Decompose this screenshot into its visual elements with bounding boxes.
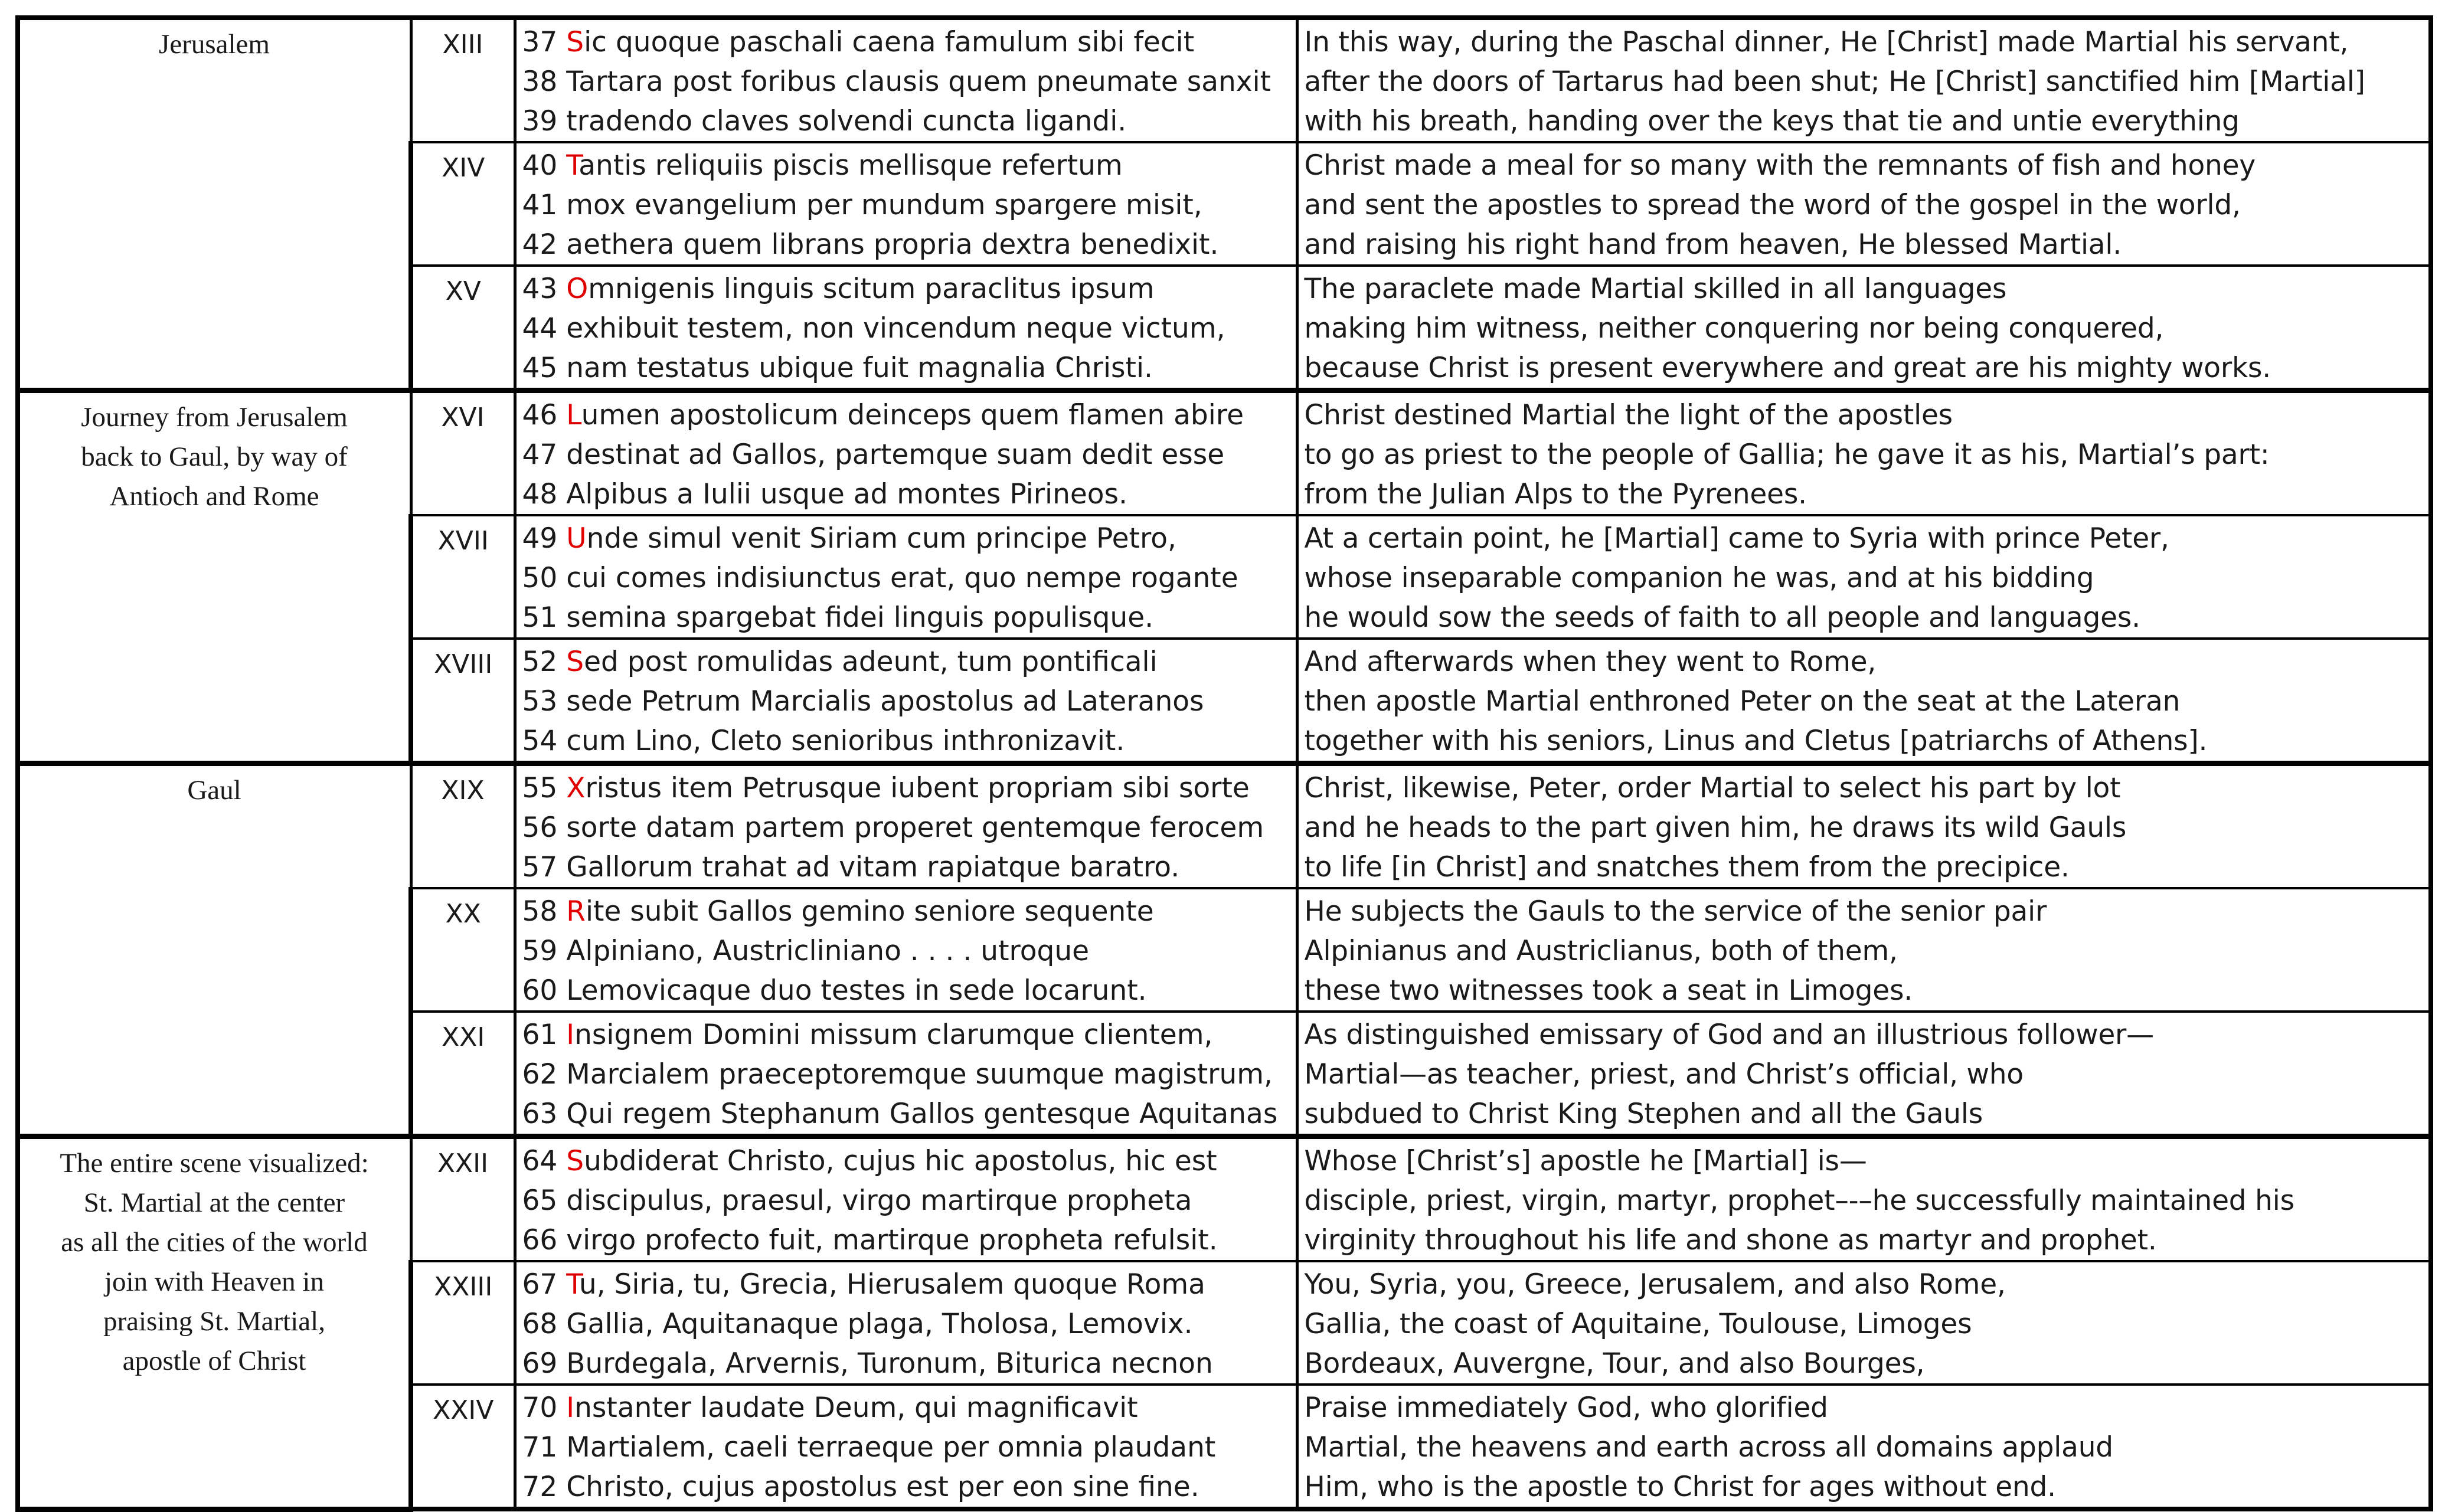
latin-line: [517, 1015, 1296, 1055]
line-number: 47: [522, 438, 558, 471]
latin-text: nam testatus ubique fuit magnalia Christi.: [566, 352, 1153, 384]
latin-line: [517, 22, 1296, 62]
english-line: At a certain point, he [Martial] came to Syria with prince Peter,: [1304, 522, 2169, 555]
red-initial: T: [566, 149, 579, 182]
english-line: with his breath, handing over the keys that tie and untie everything: [1304, 105, 2240, 138]
latin-cell: [515, 18, 1297, 142]
stanza-number-cell: [411, 18, 515, 142]
stanza-numeral: XXIII: [434, 1272, 493, 1302]
line-number: 68: [522, 1308, 558, 1340]
red-initial: R: [566, 895, 586, 928]
line-number: 39: [522, 105, 558, 138]
stanza-numeral: XIV: [442, 153, 485, 183]
latin-text: tradendo claves solvendi cuncta ligandi.: [566, 105, 1127, 138]
latin-line: [517, 102, 1296, 141]
line-number: 45: [522, 352, 558, 384]
stanza-numeral: XIX: [441, 775, 485, 806]
latin-line: [517, 892, 1296, 931]
english-cell: [1297, 764, 2431, 889]
line-number: 58: [522, 895, 558, 928]
latin-line: [517, 146, 1296, 185]
latin-line: [517, 1388, 1296, 1428]
red-initial: U: [566, 522, 587, 555]
stanza-number-cell: [411, 142, 515, 266]
red-initial: I: [566, 1019, 575, 1051]
stanza-row: [18, 18, 2431, 142]
english-line: Christ made a meal for so many with the remnants of fish and honey: [1304, 149, 2256, 182]
line-number: 44: [522, 312, 558, 345]
english-line: together with his seniors, Linus and Cletus [patriarchs of Athens].: [1304, 725, 2208, 757]
english-line: then apostle Martial enthroned Peter on the seat at the Lateran: [1304, 685, 2181, 718]
latin-line: [517, 435, 1296, 474]
latin-line: [517, 1220, 1296, 1260]
latin-text: sede Petrum Marcialis apostolus ad Lateranos: [566, 685, 1204, 718]
red-initial: X: [566, 772, 586, 804]
english-line: he would sow the seeds of faith to all people and languages.: [1304, 601, 2140, 634]
latin-text: Alpibus a Iulii usque ad montes Pirineos.: [566, 478, 1127, 510]
line-number: 70: [522, 1392, 558, 1424]
line-number: 59: [522, 935, 558, 967]
line-number: 64: [522, 1145, 558, 1177]
english-line: Martial—as teacher, priest, and Christ’s official, who: [1304, 1058, 2024, 1091]
latin-line: [517, 1265, 1296, 1304]
red-initial: S: [566, 1145, 584, 1177]
latin-cell: [515, 391, 1297, 516]
latin-text: nsignem Domini missum clarumque clientem,: [574, 1019, 1213, 1051]
latin-text: sorte datam partem properet gentemque ferocem: [566, 811, 1264, 844]
latin-text: mnigenis linguis scitum paraclitus ipsum: [588, 273, 1155, 305]
line-number: 41: [522, 189, 558, 221]
stanza-number-cell: [411, 1012, 515, 1137]
location-cell: [18, 391, 411, 764]
location-label: Journey from Jerusalem back to Gaul, by way of Antioch and Rome: [81, 402, 348, 512]
latin-line: [517, 558, 1296, 598]
latin-text: umen apostolicum deinceps quem flamen abire: [581, 399, 1244, 431]
latin-cell: [515, 1385, 1297, 1509]
latin-line: [517, 1344, 1296, 1383]
latin-text: ite subit Gallos gemino seniore sequente: [585, 895, 1154, 928]
english-cell: [1297, 18, 2431, 142]
stanza-row: [18, 1137, 2431, 1262]
english-line: As distinguished emissary of God and an illustrious follower—: [1304, 1019, 2154, 1051]
latin-line: [517, 1304, 1296, 1344]
english-line: Bordeaux, Auvergne, Tour, and also Bourges,: [1304, 1347, 1925, 1380]
latin-line: [517, 395, 1296, 435]
latin-line: [517, 1181, 1296, 1220]
stanza-numeral: XVIII: [434, 649, 493, 679]
english-line: In this way, during the Paschal dinner, He [Christ] made Martial his servant,: [1304, 26, 2349, 58]
latin-line: [517, 1094, 1296, 1134]
red-initial: S: [566, 646, 584, 678]
stanza-numeral: XXII: [437, 1148, 489, 1179]
line-number: 62: [522, 1058, 558, 1091]
latin-text: ed post romulidas adeunt, tum pontificali: [584, 646, 1158, 678]
line-number: 53: [522, 685, 558, 718]
latin-text: exhibuit testem, non vincendum neque victum,: [566, 312, 1225, 345]
latin-cell: [515, 142, 1297, 266]
line-number: 42: [522, 228, 558, 261]
line-number: 57: [522, 851, 558, 883]
english-line: And afterwards when they went to Rome,: [1304, 646, 1877, 678]
english-cell: [1297, 266, 2431, 391]
stanza-number-cell: [411, 639, 515, 764]
latin-text: Qui regem Stephanum Gallos gentesque Aquitanas: [566, 1098, 1278, 1130]
english-cell: [1297, 1261, 2431, 1385]
latin-line: [517, 682, 1296, 721]
stanza-number-cell: [411, 266, 515, 391]
latin-text: Gallia, Aquitanaque plaga, Tholosa, Lemovix.: [566, 1308, 1193, 1340]
latin-cell: [515, 266, 1297, 391]
latin-line: [517, 185, 1296, 225]
latin-line: [517, 971, 1296, 1010]
line-number: 66: [522, 1224, 558, 1256]
english-line: The paraclete made Martial skilled in all languages: [1304, 273, 2007, 305]
latin-line: [517, 642, 1296, 682]
latin-text: Burdegala, Arvernis, Turonum, Biturica necnon: [566, 1347, 1213, 1380]
red-initial: S: [566, 26, 584, 58]
latin-line: [517, 768, 1296, 808]
english-line: and he heads to the part given him, he draws its wild Gauls: [1304, 811, 2127, 844]
stanza-numeral: XVI: [441, 402, 485, 433]
english-cell: [1297, 639, 2431, 764]
latin-text: discipulus, praesul, virgo martirque propheta: [566, 1184, 1192, 1217]
line-number: 60: [522, 974, 558, 1007]
line-number: 69: [522, 1347, 558, 1380]
english-line: because Christ is present everywhere and great are his mighty works.: [1304, 352, 2271, 384]
english-cell: [1297, 391, 2431, 516]
latin-text: ristus item Petrusque iubent propriam sibi sorte: [585, 772, 1250, 804]
english-line: Him, who is the apostle to Christ for ages without end.: [1304, 1471, 2056, 1503]
latin-text: u, Siria, tu, Grecia, Hierusalem quoque Roma: [578, 1268, 1205, 1301]
latin-line: [517, 225, 1296, 264]
english-cell: [1297, 1012, 2431, 1137]
latin-line: [517, 269, 1296, 309]
stanza-number-cell: [411, 515, 515, 639]
line-number: 52: [522, 646, 558, 678]
stanza-numeral: XXIV: [433, 1395, 494, 1425]
line-number: 46: [522, 399, 558, 431]
stanza-numeral: XVII: [437, 526, 489, 556]
latin-text: destinat ad Gallos, partemque suam dedit esse: [566, 438, 1225, 471]
latin-cell: [515, 515, 1297, 639]
stanza-number-cell: [411, 1261, 515, 1385]
english-line: Praise immediately God, who glorified: [1304, 1392, 1828, 1424]
location-cell: [18, 764, 411, 1137]
latin-text: cum Lino, Cleto senioribus inthronizavit.: [566, 725, 1125, 757]
latin-text: ubdiderat Christo, cujus hic apostolus, hic est: [584, 1145, 1217, 1177]
english-cell: [1297, 888, 2431, 1012]
latin-text: Alpiniano, Austricliniano . . . . utroque: [566, 935, 1090, 967]
line-number: 43: [522, 273, 558, 305]
line-number: 72: [522, 1471, 558, 1503]
latin-line: [517, 847, 1296, 887]
latin-cell: [515, 764, 1297, 889]
latin-line: [517, 931, 1296, 971]
english-line: virginity throughout his life and shone as martyr and prophet.: [1304, 1224, 2157, 1256]
latin-line: [517, 808, 1296, 847]
latin-line: [517, 1055, 1296, 1094]
stanza-numeral: XIII: [442, 30, 483, 60]
line-number: 63: [522, 1098, 558, 1130]
latin-cell: [515, 1012, 1297, 1137]
latin-text: Lemovicaque duo testes in sede locarunt.: [566, 974, 1147, 1007]
english-cell: [1297, 1385, 2431, 1509]
latin-text: mox evangelium per mundum spargere misit,: [566, 189, 1202, 221]
red-initial: T: [566, 1268, 579, 1301]
latin-line: [517, 1467, 1296, 1507]
line-number: 56: [522, 811, 558, 844]
stanza-number-cell: [411, 764, 515, 889]
latin-text: Tartara post foribus clausis quem pneumate sanxit: [566, 66, 1271, 98]
line-number: 67: [522, 1268, 558, 1301]
english-line: after the doors of Tartarus had been shut; He [Christ] sanctified him [Martial]: [1304, 66, 2365, 98]
latin-text: aethera quem librans propria dextra benedixit.: [566, 228, 1219, 261]
latin-text: nde simul venit Siriam cum principe Petro,: [586, 522, 1176, 555]
latin-text: Christo, cujus apostolus est per eon sine fine.: [566, 1471, 1199, 1503]
latin-cell: [515, 1261, 1297, 1385]
line-number: 61: [522, 1019, 558, 1051]
english-line: You, Syria, you, Greece, Jerusalem, and also Rome,: [1304, 1268, 2006, 1301]
english-line: disciple, priest, virgin, martyr, prophet–-–he successfully maintained his: [1304, 1184, 2294, 1217]
line-number: 40: [522, 149, 558, 182]
line-number: 49: [522, 522, 558, 555]
latin-text: semina spargebat fidei linguis populisque.: [566, 601, 1154, 634]
stanza-number-cell: [411, 1137, 515, 1262]
stanza-row: [18, 391, 2431, 516]
english-cell: [1297, 515, 2431, 639]
stanza-row: [18, 764, 2431, 889]
red-initial: L: [566, 399, 581, 431]
location-label: Jerusalem: [159, 29, 270, 60]
line-number: 38: [522, 66, 558, 98]
line-number: 51: [522, 601, 558, 634]
latin-line: [517, 1141, 1296, 1181]
latin-text: ic quoque paschali caena famulum sibi fecit: [584, 26, 1195, 58]
line-number: 50: [522, 562, 558, 594]
location-cell: [18, 1137, 411, 1510]
latin-cell: [515, 888, 1297, 1012]
english-line: making him witness, neither conquering nor being conquered,: [1304, 312, 2164, 345]
latin-text: Martialem, caeli terraeque per omnia plaudant: [566, 1431, 1216, 1464]
latin-text: virgo profecto fuit, martirque propheta refulsit.: [566, 1224, 1218, 1256]
line-number: 54: [522, 725, 558, 757]
verse-table: [15, 15, 2433, 1512]
line-number: 65: [522, 1184, 558, 1217]
latin-text: Gallorum trahat ad vitam rapiatque baratro.: [566, 851, 1180, 883]
latin-line: [517, 1428, 1296, 1467]
latin-line: [517, 309, 1296, 348]
line-number: 55: [522, 772, 558, 804]
latin-line: [517, 721, 1296, 761]
latin-line: [517, 62, 1296, 102]
stanza-numeral: XXI: [442, 1022, 485, 1052]
english-line: and sent the apostles to spread the word of the gospel in the world,: [1304, 189, 2241, 221]
line-number: 71: [522, 1431, 558, 1464]
line-number: 37: [522, 26, 558, 58]
english-line: subdued to Christ King Stephen and all the Gauls: [1304, 1098, 1983, 1130]
english-cell: [1297, 1137, 2431, 1262]
english-line: He subjects the Gauls to the service of the senior pair: [1304, 895, 2047, 928]
english-line: Whose [Christ’s] apostle he [Martial] is—: [1304, 1145, 1867, 1177]
latin-text: Marcialem praeceptoremque suumque magistrum,: [566, 1058, 1273, 1091]
english-line: from the Julian Alps to the Pyrenees.: [1304, 478, 1807, 510]
english-line: Gallia, the coast of Aquitaine, Toulouse, Limoges: [1304, 1308, 1972, 1340]
english-line: whose inseparable companion he was, and at his bidding: [1304, 562, 2094, 594]
english-line: to go as priest to the people of Gallia; he gave it as his, Martial’s part:: [1304, 438, 2270, 471]
location-cell: [18, 18, 411, 391]
red-initial: I: [566, 1392, 575, 1424]
stanza-numeral: XX: [445, 899, 481, 929]
latin-line: [517, 598, 1296, 637]
english-line: these two witnesses took a seat in Limoges.: [1304, 974, 1913, 1007]
latin-line: [517, 348, 1296, 388]
line-number: 48: [522, 478, 558, 510]
english-line: Martial, the heavens and earth across all domains applaud: [1304, 1431, 2113, 1464]
latin-text: nstanter laudate Deum, qui magnificavit: [574, 1392, 1138, 1424]
english-line: Alpinianus and Austriclianus, both of them,: [1304, 935, 1898, 967]
latin-line: [517, 474, 1296, 514]
stanza-numeral: XV: [445, 276, 481, 306]
english-line: and raising his right hand from heaven, He blessed Martial.: [1304, 228, 2122, 261]
stanza-number-cell: [411, 1385, 515, 1509]
latin-text: antis reliquiis piscis mellisque refertum: [578, 149, 1123, 182]
latin-text: cui comes indisiunctus erat, quo nempe rogante: [566, 562, 1238, 594]
english-line: to life [in Christ] and snatches them from the precipice.: [1304, 851, 2070, 883]
stanza-number-cell: [411, 391, 515, 516]
latin-cell: [515, 639, 1297, 764]
english-line: Christ, likewise, Peter, order Martial to select his part by lot: [1304, 772, 2121, 804]
english-line: Christ destined Martial the light of the apostles: [1304, 399, 1953, 431]
location-label: Gaul: [187, 775, 241, 806]
stanza-number-cell: [411, 888, 515, 1012]
latin-cell: [515, 1137, 1297, 1262]
latin-line: [517, 519, 1296, 558]
red-initial: O: [566, 273, 589, 305]
english-cell: [1297, 142, 2431, 266]
location-label: The entire scene visualized: St. Martial at the center as all the cities of the world join with Heaven in praising St. Martial, apostle of Christ: [60, 1148, 369, 1376]
